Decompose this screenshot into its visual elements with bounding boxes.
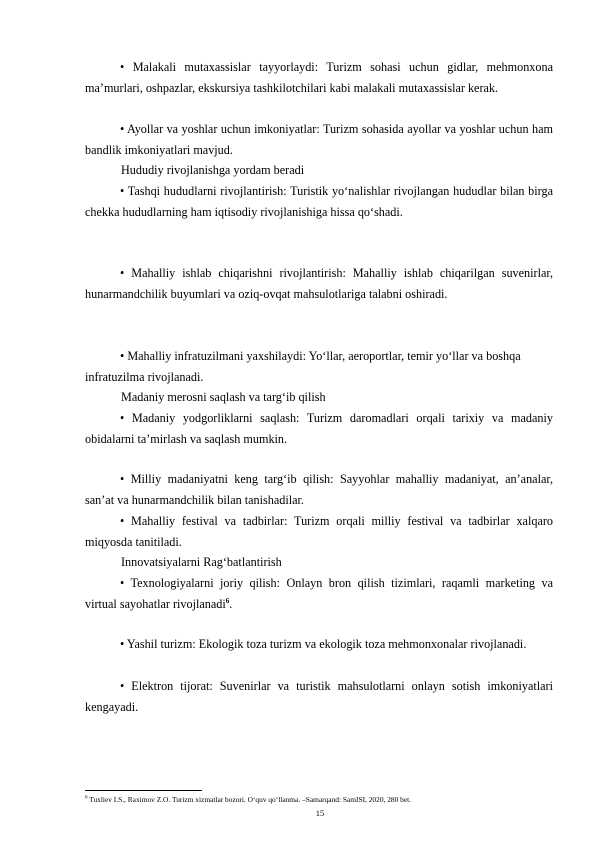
footnote-text: Tuxliev I.S., Raximov Z.O. Turizm xizmatlar bozori. O‘quv qo‘llanma. –Samarqand: SamISI, 2020, 280 bet. (87, 795, 412, 804)
technologies-text: • Texnologiyalarni joriy qilish: Onlayn bron qilish tizimlari, raqamli marketing va virtual sayohatlar rivojlanadi (85, 576, 553, 611)
section-heading-innovation: Innovatsiyalarni Rag‘batlantirish (121, 555, 282, 569)
bullet-paragraph-women-youth: • Ayollar va yoshlar uchun imkoniyatlar: Turizm sohasida ayollar va yoshlar uchun ham bandlik imkoniyatlari mavjud. (85, 122, 553, 157)
bullet-paragraph-specialists: • Malakali mutaxassislar tayyorlaydi: Turizm sohasi uchun gidlar, mehmonxona ma’murlari, oshpazlar, ekskursiya tashkilotchilari kabi malakali mutaxassislar kerak. (85, 60, 553, 95)
section-heading-regional-development: Hududiy rivojlanishga yordam beradi (121, 163, 305, 177)
footnote (85, 795, 555, 805)
technologies-text-end: . (229, 596, 233, 611)
bullet-paragraph-national-culture: • Milliy madaniyatni keng targ‘ib qilish: Sayyohlar mahalliy madaniyat, an’analar, san’at va hunarmandchilik bilan tanishadilar. (85, 472, 553, 507)
bullet-paragraph-local-production: • Mahalliy ishlab chiqarishni rivojlantirish: Mahalliy ishlab chiqarilgan suvenirlar, hunarmandchilik buyumlari va oziq-ovqat mahsulotlariga talabni oshiradi. (85, 266, 553, 301)
footnote-reference-marker[interactable]: 6 (225, 596, 230, 605)
bullet-paragraph-monuments: • Madaniy yodgorliklarni saqlash: Turizm daromadlari orqali tarixiy va madaniy obidalarni ta’mirlash va saqlash mumkin. (85, 411, 553, 446)
section-heading-cultural-heritage: Madaniy merosni saqlash va targ‘ib qilish (121, 390, 326, 404)
bullet-paragraph-green-tourism: • Yashil turizm: Ekologik toza turizm va ekologik toza mehmonxonalar rivojlanadi. (120, 637, 527, 651)
bullet-paragraph-technologies (85, 573, 553, 614)
bullet-paragraph-remote-regions: • Tashqi hududlarni rivojlantirish: Turistik yo‘nalishlar rivojlangan hududlar bilan birga chekka hududlarning ham iqtisodiy rivojlanishiga hissa qo‘shadi. (85, 184, 553, 219)
bullet-paragraph-infrastructure: • Mahalliy infratuzilmani yaxshilaydi: Yo‘llar, aeroportlar, temir yo‘llar va boshqa infratuzilma rivojlanadi. (85, 349, 521, 384)
bullet-paragraph-festivals: • Mahalliy festival va tadbirlar: Turizm orqali milliy festival va tadbirlar xalqaro miqyosda tanitiladi. (85, 514, 553, 549)
page-number: 15 (315, 808, 325, 818)
footnote-separator (85, 790, 202, 791)
bullet-paragraph-e-commerce: • Elektron tijorat: Suvenirlar va turistik mahsulotlarni onlayn sotish imkoniyatlari kengayadi. (85, 679, 553, 714)
footnote-marker: 6 (85, 795, 88, 801)
